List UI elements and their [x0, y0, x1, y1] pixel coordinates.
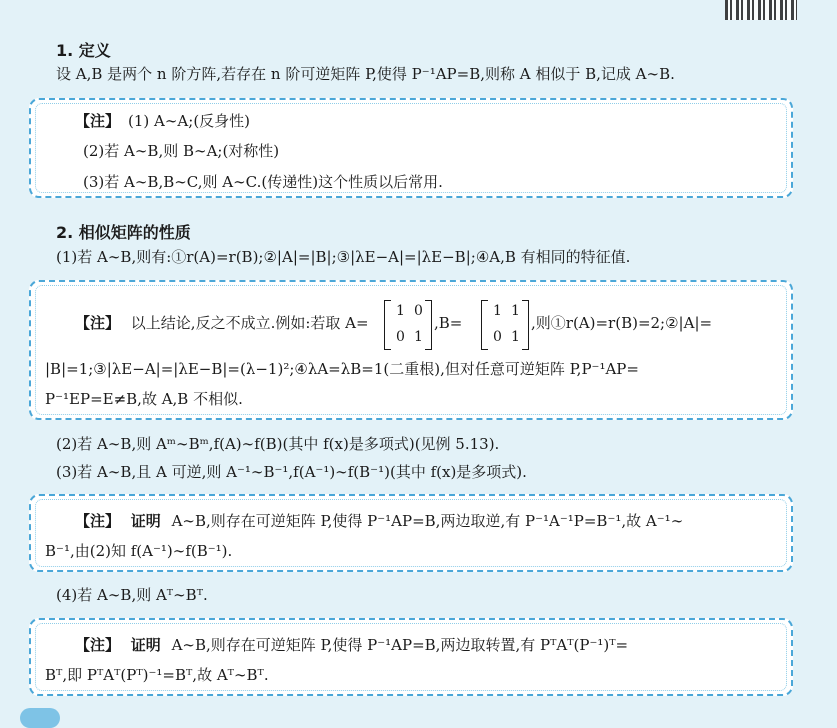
- property-4-text: (4)若 A∼B,则 Aᵀ∼Bᵀ.: [56, 586, 208, 604]
- note-4-text-1: A∼B,则存在可逆矩阵 P,使得 P⁻¹AP=B,两边取转置,有 PᵀAᵀ(P⁻¹)ᵀ=: [171, 636, 629, 654]
- note-2-line-3: P⁻¹EP=E≠B,故 A,B 不相似.: [45, 390, 243, 408]
- definition-text: 设 A,B 是两个 n 阶方阵,若存在 n 阶可逆矩阵 P,使得 P⁻¹AP=B,则称 A 相似于 B,记成 A∼B.: [56, 65, 675, 83]
- section-2-heading: 2. 相似矩阵的性质: [56, 223, 191, 242]
- note-tag: 【注】: [75, 314, 121, 332]
- section-1-heading: 1. 定义: [56, 41, 111, 60]
- matrix-a: [384, 300, 432, 348]
- matrix-a-cell: 0: [396, 329, 405, 345]
- matrix-b-cell: 1: [511, 303, 520, 319]
- property-3-text: (3)若 A∼B,且 A 可逆,则 A⁻¹∼B⁻¹,f(A⁻¹)∼f(B⁻¹)(其中 f(x)是多项式).: [56, 463, 527, 481]
- note-1-text-1: (1) A∼A;(反身性): [128, 112, 251, 130]
- note-1-line-1: [75, 114, 250, 129]
- page-number-tab: [20, 708, 60, 728]
- note-tag: 【注】: [75, 636, 121, 654]
- note-2-line-2: |B|=1;③|λE−A|=|λE−B|=(λ−1)²;④λA=λB=1(二重根),但对任意可逆矩阵 P,P⁻¹AP=: [45, 360, 639, 378]
- matrix-a-cell: 0: [414, 303, 423, 319]
- note-box-1: [29, 98, 793, 198]
- matrix-a-cell: 1: [414, 329, 423, 345]
- note-1-line-2: (2)若 A∼B,则 B∼A;(对称性): [83, 142, 280, 160]
- note-2-line-1: [75, 316, 369, 331]
- matrix-b-cell: 0: [493, 329, 502, 345]
- matrix-b: [481, 300, 529, 348]
- matrix-b-cell: 1: [511, 329, 520, 345]
- qr-code-icon: [725, 0, 797, 20]
- note-3-line-2: B⁻¹,由(2)知 f(A⁻¹)∼f(B⁻¹).: [45, 542, 233, 560]
- proof-label: 证明: [130, 636, 161, 654]
- matrix-bracket-left: [481, 300, 488, 350]
- note-tag: 【注】: [75, 112, 121, 130]
- matrix-b-cell: 1: [493, 303, 502, 319]
- note-1-line-3: (3)若 A∼B,B∼C,则 A∼C.(传递性)这个性质以后常用.: [83, 173, 443, 191]
- property-1-text: (1)若 A∼B,则有:①r(A)=r(B);②|A|=|B|;③|λE−A|=|λE−B|;④A,B 有相同的特征值.: [56, 248, 631, 266]
- matrix-bracket-left: [384, 300, 391, 350]
- note-3-text-1: A∼B,则存在可逆矩阵 P,使得 P⁻¹AP=B,两边取逆,有 P⁻¹A⁻¹P=B⁻¹,故 A⁻¹∼: [171, 512, 684, 530]
- matrix-bracket-right: [425, 300, 432, 350]
- note-box-2: [29, 280, 793, 420]
- proof-label: 证明: [130, 512, 161, 530]
- matrix-bracket-right: [522, 300, 529, 350]
- matrix-a-cell: 1: [396, 303, 405, 319]
- note-4-line-1: [75, 638, 628, 653]
- note-2-text-c: ,则①r(A)=r(B)=2;②|A|=: [531, 314, 713, 332]
- note-3-line-1: [75, 514, 683, 529]
- note-2-text-b: ,B=: [434, 314, 463, 332]
- note-box-4: [29, 618, 793, 696]
- note-tag: 【注】: [75, 512, 121, 530]
- note-4-line-2: Bᵀ,即 PᵀAᵀ(Pᵀ)⁻¹=Bᵀ,故 Aᵀ∼Bᵀ.: [45, 666, 269, 684]
- property-2-text: (2)若 A∼B,则 Aᵐ∼Bᵐ,f(A)∼f(B)(其中 f(x)是多项式)(见例 5.13).: [56, 435, 500, 453]
- note-box-3: [29, 494, 793, 572]
- note-2-text-a: 以上结论,反之不成立.例如:若取 A=: [130, 314, 369, 332]
